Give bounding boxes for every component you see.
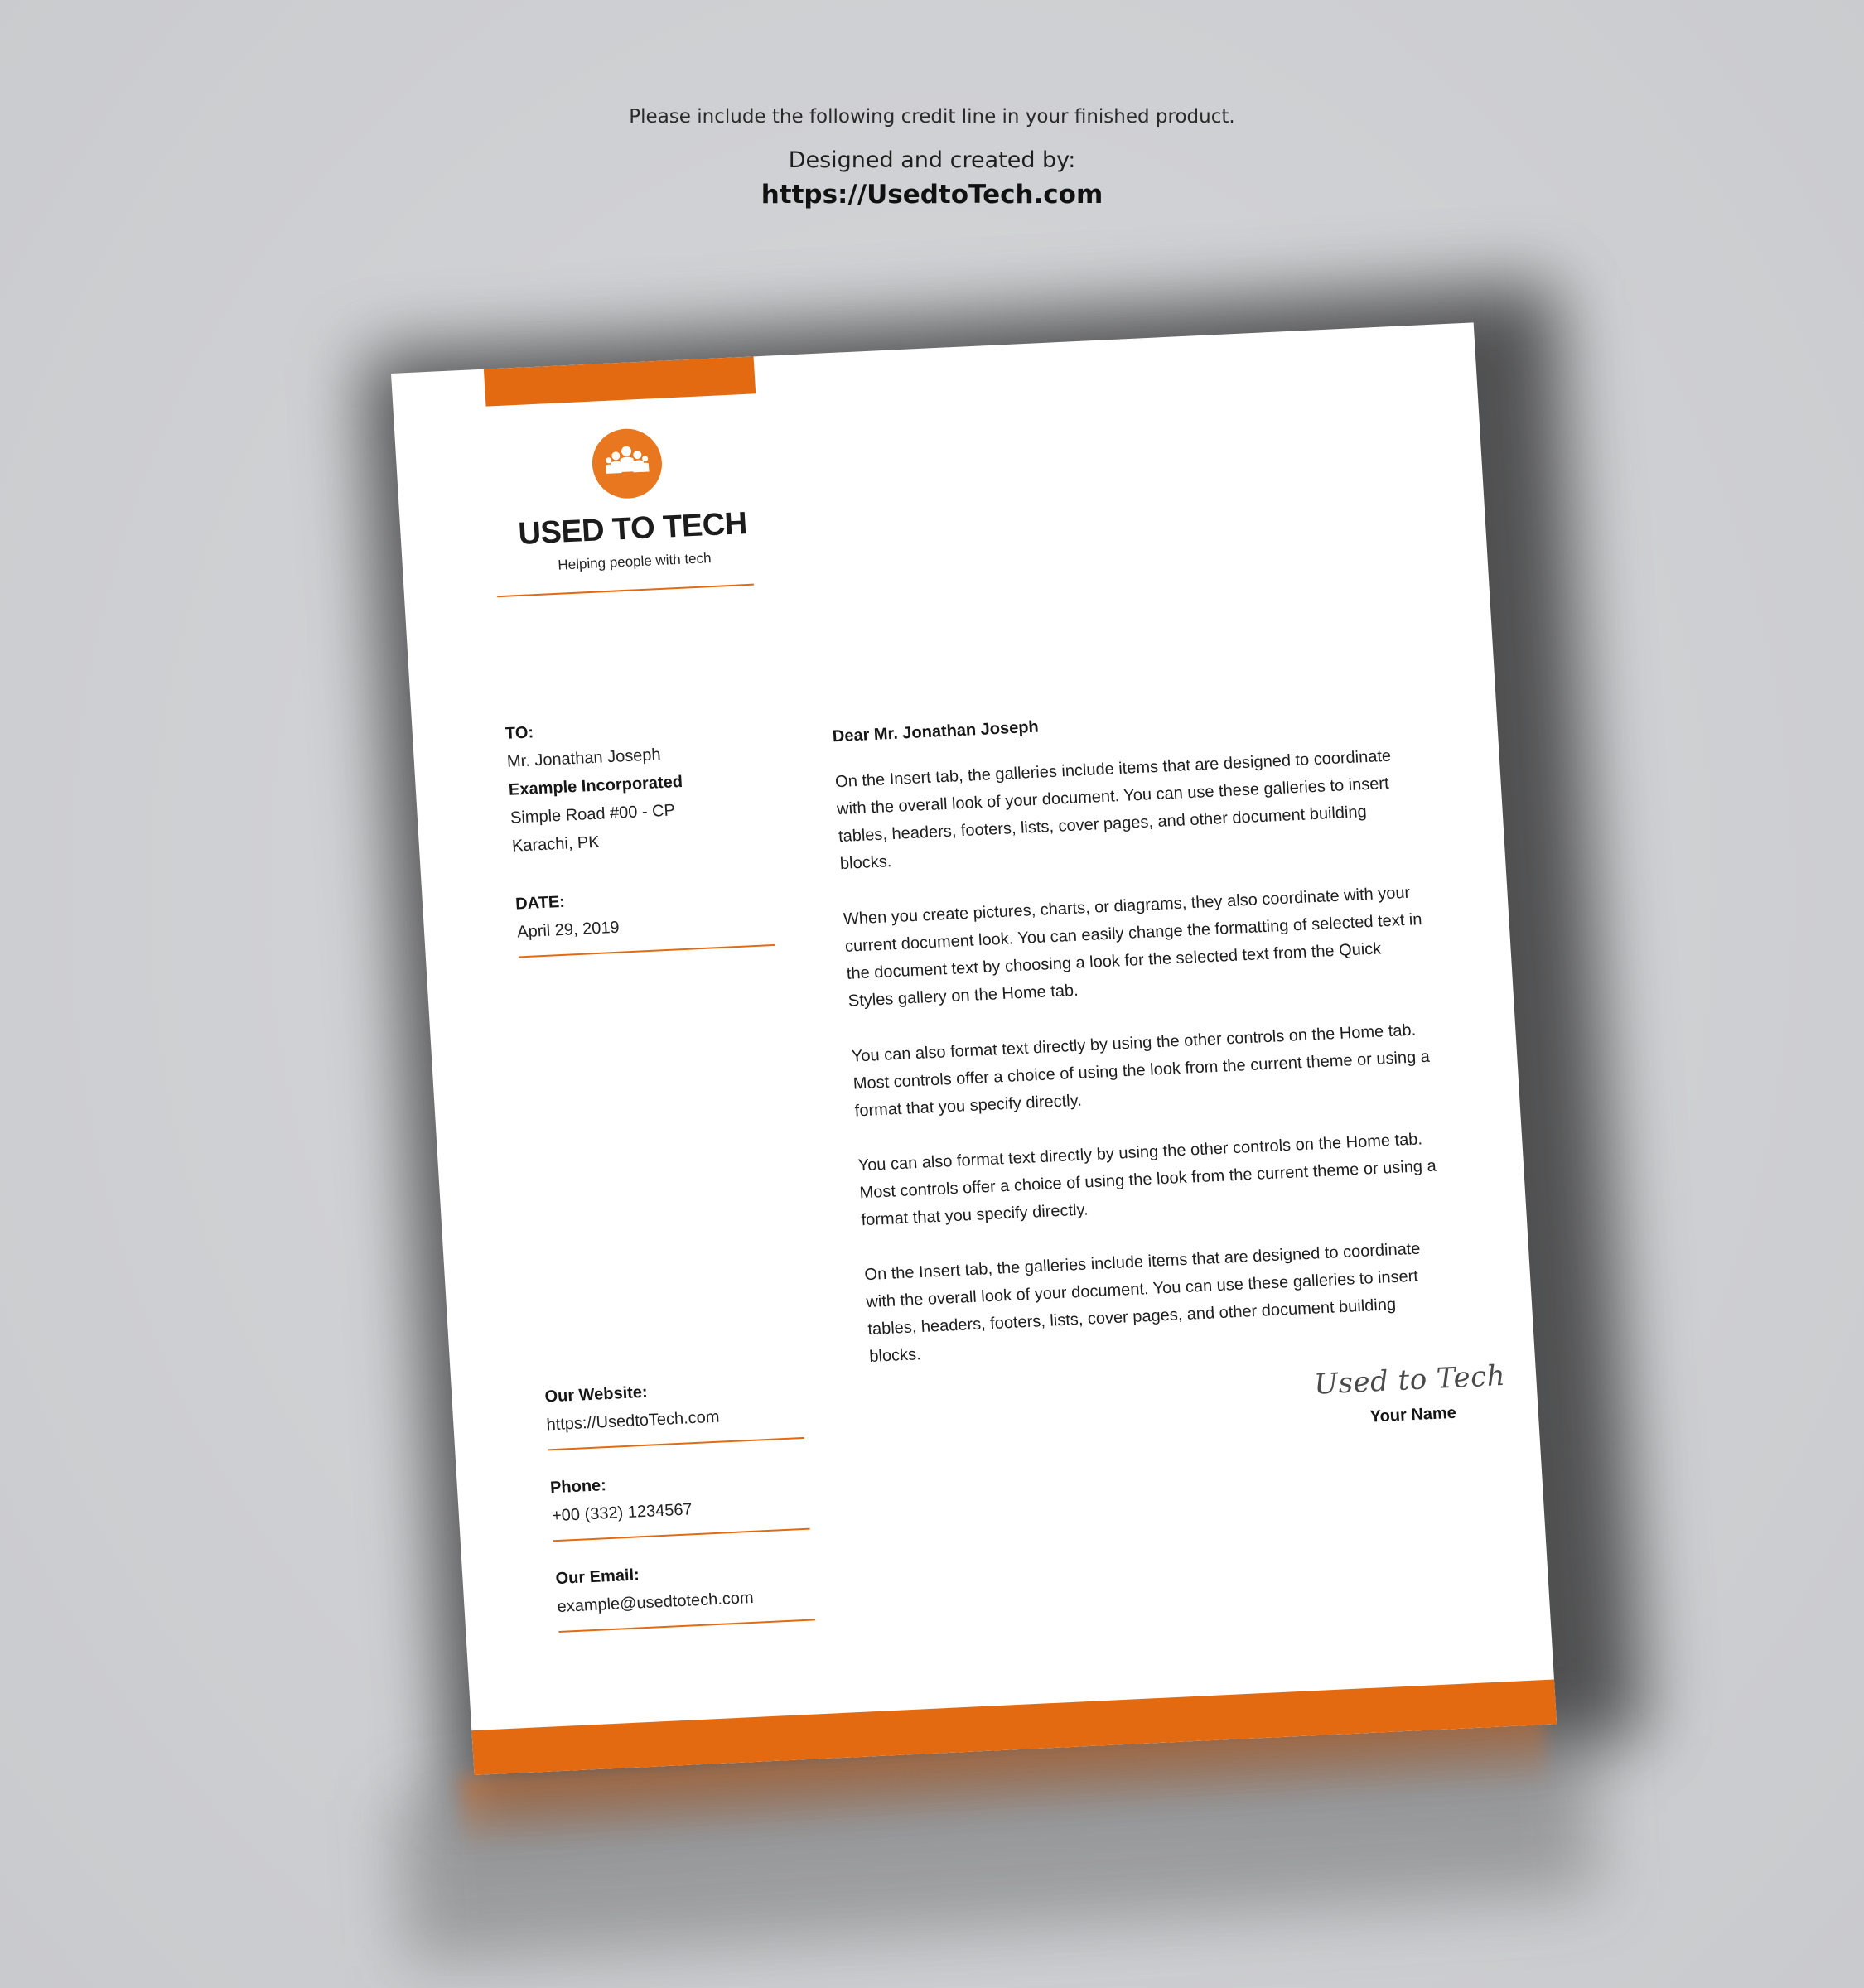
email-label: Our Email: <box>554 1566 640 1589</box>
brand-name: USED TO TECH <box>517 505 748 552</box>
to-label: TO: <box>505 723 534 743</box>
brand-tagline: Helping people with tech <box>557 550 712 573</box>
body-paragraph: You can also format text directly by using the other controls on the Home tab. Most controls offer a choice of using the look from the current theme or using a format that you specify directly. <box>851 1021 1431 1121</box>
body-paragraph: When you create pictures, charts, or diagrams, they also coordinate with your current document look. You can easily change the formatting of selected text in the document text by choosing a look for the selected text from the Quick Styles gallery on the Home tab. <box>843 883 1423 1011</box>
brand-logo <box>591 427 664 500</box>
credit-line-note: Please include the following credit line in your finished product. <box>629 106 1235 128</box>
recipient-city: Karachi, PK <box>511 832 601 856</box>
email-divider <box>558 1619 815 1633</box>
credit-designed-by: Designed and created by: <box>788 147 1076 173</box>
website-link[interactable]: https://UsedtoTech.com <box>545 1407 721 1435</box>
body-paragraph: You can also format text directly by using the other controls on the Home tab. Most controls offer a choice of using the look from the current theme or using a format that you specify directly. <box>857 1130 1437 1230</box>
people-group-icon <box>605 443 650 485</box>
email-address[interactable]: example@usedtotech.com <box>557 1588 755 1617</box>
recipient-name: Mr. Jonathan Joseph <box>506 746 662 771</box>
website-label: Our Website: <box>543 1382 649 1407</box>
date-label: DATE: <box>514 892 566 914</box>
date-divider <box>519 944 775 958</box>
letterhead-page <box>391 322 1557 1775</box>
letter-date: April 29, 2019 <box>516 918 621 942</box>
recipient-company: Example Incorporated <box>508 772 683 799</box>
credit-url: https://UsedtoTech.com <box>761 180 1103 210</box>
recipient-street: Simple Road #00 - CP <box>509 801 676 828</box>
salutation: Dear Mr. Jonathan Joseph <box>832 717 1040 746</box>
website-divider <box>548 1437 804 1451</box>
signature: Used to Tech <box>1313 1358 1507 1402</box>
phone-number: +00 (332) 1234567 <box>551 1500 693 1526</box>
phone-label: Phone: <box>549 1476 607 1498</box>
phone-divider <box>553 1528 810 1542</box>
sender-name: Your Name <box>1369 1403 1457 1426</box>
body-paragraph: On the Insert tab, the galleries include items that are designed to coordinate with the overall look of your document. You can use these galleries to insert tables, headers, footers, lists, cover pages, and other document building blocks. <box>834 746 1392 874</box>
body-paragraph: On the Insert tab, the galleries include items that are designed to coordinate with the overall look of your document. You can use these galleries to insert tables, headers, footers, lists, cover pages, and other document building blocks. <box>863 1239 1422 1367</box>
brand-divider <box>497 584 754 598</box>
